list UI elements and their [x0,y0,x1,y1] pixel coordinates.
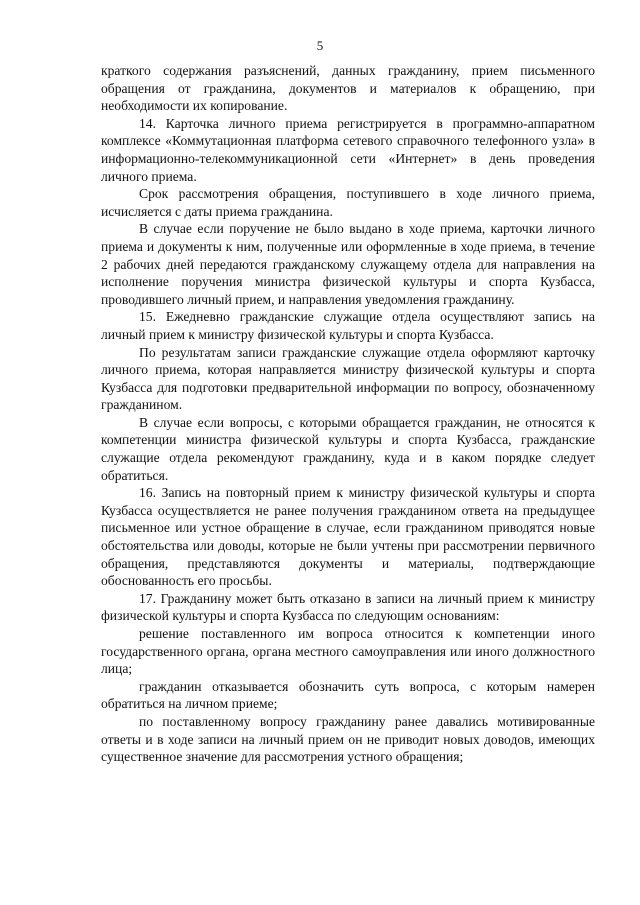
paragraph: В случае если вопросы, с которыми обращается гражданин, не относятся к компетенции министра физической культуры и спорта Кузбасса, гражданские служащие отдела рекомендуют гражданину, куда и в каком порядке следует обратиться. [101,414,595,483]
document-body [101,62,595,766]
paragraph: Срок рассмотрения обращения, поступившего в ходе личного приема, исчисляется с даты приема гражданина. [101,186,595,219]
paragraph: 15. Ежедневно гражданские служащие отдела осуществляют запись на личный прием к министру физической культуры и спорта Кузбасса. [101,309,595,342]
paragraph: гражданин отказывается обозначить суть вопроса, с которым намерен обратиться на личном приеме; [101,678,595,712]
paragraph: 16. Запись на повторный прием к министру физической культуры и спорта Кузбасса осуществляется не ранее получения гражданином ответа на предыдущее письменное или устное обращение в случае, если гражданином приводятся новые обстоятельства или доводы, которые не были учтены при рассмотрении первичного обращения, представляются документы и материалы, подтверждающие обоснованность его просьбы. [101,485,595,589]
paragraph: 17. Гражданину может быть отказано в записи на личный прием к министру физической культуры и спорта Кузбасса по следующим основаниям: [101,590,595,624]
paragraph: В случае если поручение не было выдано в ходе приема, карточки личного приема и документы к ним, полученные или оформленные в ходе приема, в течение 2 рабочих дней передаются гражданскому служащему отдела для направления на исполнение поручения министра физической культуры и спорта Кузбасса, проводившего личный прием, и направления уведомления гражданину. [101,221,595,307]
paragraph: краткого содержания разъяснений, данных гражданину, прием письменного обращения от гражданина, документов и материалов к обращению, при необходимости их копирование. [101,63,595,114]
page-number: 5 [316,38,324,53]
paragraph: по поставленному вопросу гражданину ранее давались мотивированные ответы и в ходе записи на личный прием он не приводит новых доводов, имеющих существенное значение для рассмотрения устного обращения; [101,713,595,765]
paragraph: решение поставленного им вопроса относится к компетенции иного государственного органа, органа местного самоуправления или иного должностного лица; [101,626,595,677]
paragraph: По результатам записи гражданские служащие отдела оформляют карточку личного приема, которая направляется министру физической культуры и спорта Кузбасса для подготовки предварительной информации по вопросу, обозначенному гражданином. [101,344,595,413]
paragraph: 14. Карточка личного приема регистрируется в программно-аппаратном комплексе «Коммутационная платформа сетевого справочного телефонного узла» в информационно-телекоммуникационной сети «Интернет» в день проведения личного приема. [101,115,595,184]
